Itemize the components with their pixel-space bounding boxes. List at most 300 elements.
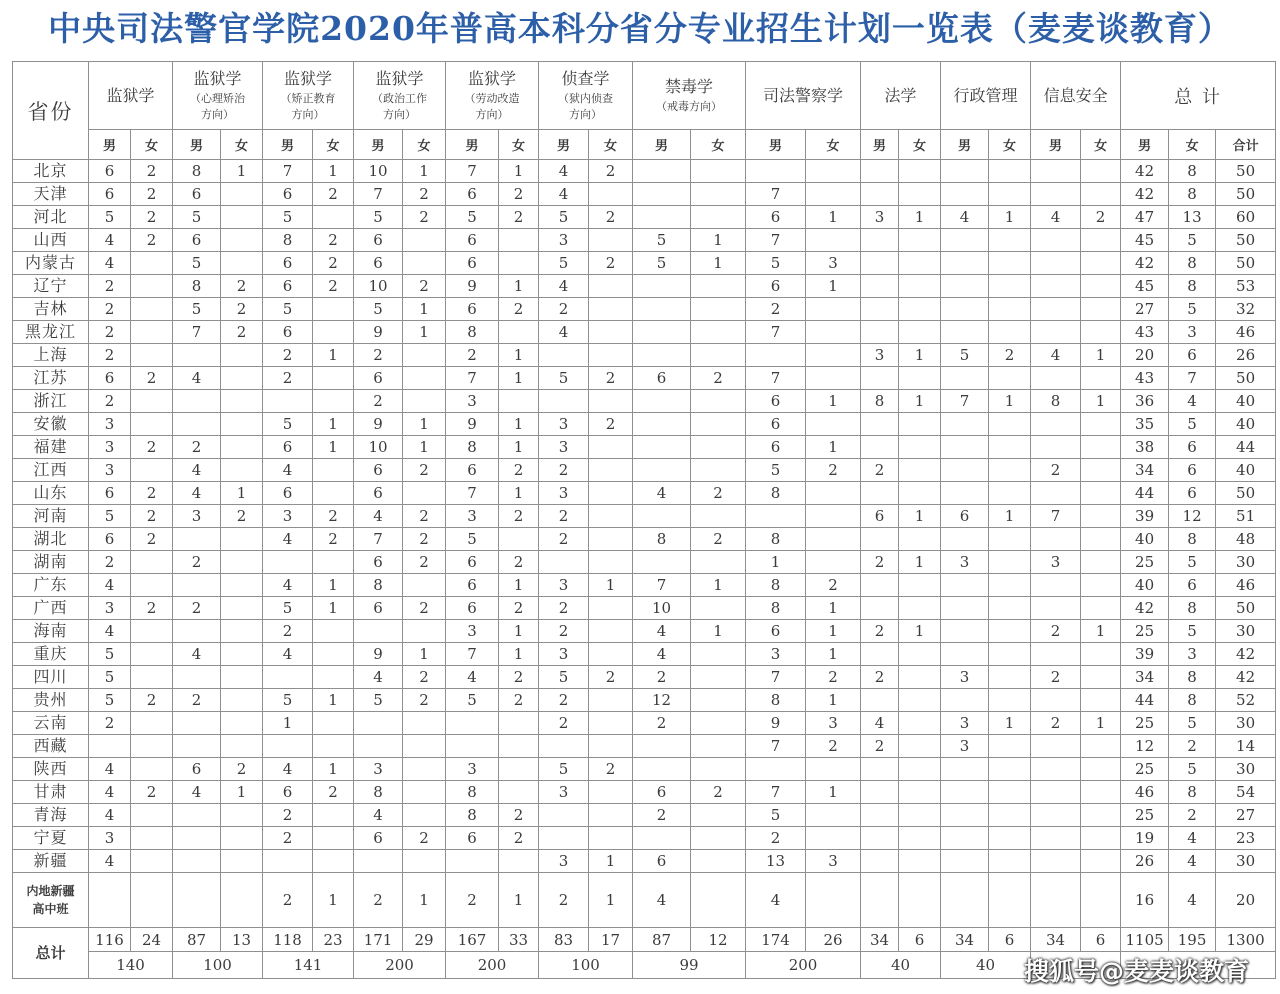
cell-total-female: 6: [1169, 436, 1216, 459]
cell-total-male: 25: [1121, 712, 1169, 735]
cell-prison-psychological-male: [173, 390, 221, 413]
cell-narcotics-male: 7: [633, 574, 691, 597]
cell-prison-political-male: 9: [354, 643, 403, 666]
cell-law-female: [899, 850, 941, 873]
table-row: [13, 551, 1276, 574]
cell-prison-labor-male: 6: [446, 183, 499, 206]
cell-judicial-police-female: 1: [806, 597, 861, 620]
cell-prison-political-male: 6: [354, 229, 403, 252]
cell-narcotics-male: [633, 505, 691, 528]
cell-investigation-male: 3: [539, 436, 589, 459]
cell-total-male: 43: [1121, 321, 1169, 344]
cell-prison-labor-female: [499, 390, 539, 413]
major-header-narcotics: [633, 62, 746, 130]
cell-prison-psychological-male: [173, 804, 221, 827]
cell-total-male: 42: [1121, 597, 1169, 620]
cell-prison-female: [131, 804, 173, 827]
cell-total-sum: 40: [1216, 390, 1276, 413]
cell-prison-labor-female: 2: [499, 551, 539, 574]
cell-judicial-police-male: [746, 758, 806, 781]
cell-total-male: 42: [1121, 252, 1169, 275]
cell-info-security-female: [1081, 597, 1121, 620]
cell-law-female: [899, 275, 941, 298]
cell-info-security-male: [1031, 528, 1081, 551]
cell-investigation-male: [539, 344, 589, 367]
cell-info-security-female: [1081, 367, 1121, 390]
cell-narcotics-male: 2: [633, 804, 691, 827]
cell-prison-corrective-male: 5: [263, 413, 313, 436]
province-cell: 新疆: [13, 850, 89, 873]
cell-investigation-female: [589, 712, 633, 735]
cell-judicial-police-male: 1: [746, 551, 806, 574]
cell-info-security-male: [1031, 298, 1081, 321]
cell-narcotics-male: 6: [633, 850, 691, 873]
cell-prison-psychological-female: [221, 643, 263, 666]
total-info-security-male: 34: [1031, 928, 1081, 952]
cell-total-male: 35: [1121, 413, 1169, 436]
cell-total-female: 8: [1169, 689, 1216, 712]
cell-narcotics-male: [633, 459, 691, 482]
major-direction: （心理矫治方向）: [190, 91, 246, 121]
cell-prison-political-female: 2: [403, 459, 446, 482]
table-row: [13, 873, 1276, 928]
cell-prison-psychological-female: [221, 206, 263, 229]
table-row: [13, 229, 1276, 252]
cell-law-male: 2: [861, 620, 899, 643]
cell-narcotics-female: [691, 459, 746, 482]
cell-total-male: 25: [1121, 620, 1169, 643]
province-cell: 山东: [13, 482, 89, 505]
cell-prison-political-male: 6: [354, 827, 403, 850]
cell-judicial-police-male: 8: [746, 482, 806, 505]
cell-prison-labor-female: 1: [499, 275, 539, 298]
province-cell: 海南: [13, 620, 89, 643]
total-total-sum: 1300: [1216, 928, 1276, 952]
cell-prison-political-male: 3: [354, 758, 403, 781]
cell-prison-labor-female: 1: [499, 160, 539, 183]
cell-narcotics-male: 5: [633, 252, 691, 275]
female-header-prison-corrective: 女: [313, 130, 354, 160]
cell-public-admin-male: [941, 804, 989, 827]
cell-prison-political-female: [403, 735, 446, 758]
cell-prison-corrective-female: 1: [313, 597, 354, 620]
cell-prison-psychological-female: [221, 712, 263, 735]
cell-judicial-police-male: [746, 160, 806, 183]
cell-investigation-male: 3: [539, 482, 589, 505]
table-row: [13, 597, 1276, 620]
cell-narcotics-male: [633, 551, 691, 574]
cell-info-security-female: [1081, 505, 1121, 528]
cell-narcotics-female: [691, 298, 746, 321]
cell-info-security-female: 1: [1081, 712, 1121, 735]
cell-judicial-police-male: 13: [746, 850, 806, 873]
cell-prison-corrective-female: 1: [313, 160, 354, 183]
cell-prison-psychological-male: 7: [173, 321, 221, 344]
cell-narcotics-male: 2: [633, 666, 691, 689]
cell-judicial-police-female: 1: [806, 275, 861, 298]
cell-prison-corrective-female: [313, 712, 354, 735]
province-cell: 广东: [13, 574, 89, 597]
table-row: [13, 827, 1276, 850]
cell-prison-corrective-female: [313, 482, 354, 505]
table-row: [13, 413, 1276, 436]
cell-investigation-male: [539, 390, 589, 413]
cell-prison-labor-male: 7: [446, 482, 499, 505]
cell-prison-political-male: 9: [354, 413, 403, 436]
cell-public-admin-female: [989, 758, 1031, 781]
province-cell: 福建: [13, 436, 89, 459]
cell-narcotics-female: [691, 551, 746, 574]
cell-total-sum: 30: [1216, 850, 1276, 873]
cell-prison-psychological-male: 3: [173, 505, 221, 528]
cell-prison-political-male: 2: [354, 390, 403, 413]
cell-prison-political-female: [403, 252, 446, 275]
cell-prison-female: [131, 344, 173, 367]
cell-law-male: 3: [861, 206, 899, 229]
table-row: [13, 620, 1276, 643]
cell-investigation-male: 2: [539, 712, 589, 735]
cell-investigation-male: 5: [539, 252, 589, 275]
cell-prison-labor-male: [446, 850, 499, 873]
cell-investigation-male: 2: [539, 528, 589, 551]
cell-prison-male: 5: [89, 689, 131, 712]
cell-prison-male: 6: [89, 160, 131, 183]
cell-prison-psychological-male: [173, 827, 221, 850]
cell-law-female: [899, 413, 941, 436]
cell-prison-psychological-male: [173, 574, 221, 597]
cell-public-admin-male: [941, 413, 989, 436]
cell-investigation-male: 5: [539, 666, 589, 689]
table-body: [13, 160, 1276, 979]
cell-law-male: [861, 528, 899, 551]
cell-investigation-female: [589, 183, 633, 206]
cell-prison-labor-female: 1: [499, 436, 539, 459]
cell-prison-corrective-male: 4: [263, 574, 313, 597]
major-name: 监狱学: [375, 68, 424, 88]
table-row: [13, 344, 1276, 367]
cell-total-male: 42: [1121, 160, 1169, 183]
cell-law-female: [899, 781, 941, 804]
cell-law-female: [899, 321, 941, 344]
cell-info-security-male: [1031, 597, 1081, 620]
cell-prison-political-male: [354, 735, 403, 758]
cell-info-security-female: [1081, 574, 1121, 597]
cell-prison-corrective-female: [313, 804, 354, 827]
cell-investigation-female: 1: [589, 850, 633, 873]
cell-total-sum: 30: [1216, 551, 1276, 574]
cell-narcotics-male: [633, 436, 691, 459]
cell-prison-political-male: 8: [354, 781, 403, 804]
cell-prison-labor-male: 3: [446, 390, 499, 413]
cell-judicial-police-male: 7: [746, 666, 806, 689]
cell-prison-corrective-female: 2: [313, 252, 354, 275]
cell-public-admin-male: [941, 252, 989, 275]
cell-investigation-male: 2: [539, 298, 589, 321]
cell-total-sum: 23: [1216, 827, 1276, 850]
cell-judicial-police-female: 3: [806, 252, 861, 275]
total-judicial-police-male: 174: [746, 928, 806, 952]
cell-narcotics-male: 12: [633, 689, 691, 712]
total-public-admin-male: 34: [941, 928, 989, 952]
cell-prison-corrective-female: [313, 321, 354, 344]
cell-narcotics-male: [633, 160, 691, 183]
combined-total-public-admin: 40: [941, 952, 1031, 979]
cell-judicial-police-female: 3: [806, 850, 861, 873]
cell-prison-political-female: 1: [403, 873, 446, 928]
cell-investigation-male: [539, 804, 589, 827]
cell-public-admin-male: [941, 689, 989, 712]
cell-narcotics-female: 2: [691, 367, 746, 390]
cell-prison-labor-female: 2: [499, 459, 539, 482]
cell-public-admin-female: 1: [989, 390, 1031, 413]
cell-prison-psychological-female: 1: [221, 482, 263, 505]
cell-prison-male: 4: [89, 781, 131, 804]
cell-prison-labor-female: 1: [499, 574, 539, 597]
cell-prison-political-male: 5: [354, 689, 403, 712]
cell-prison-psychological-female: [221, 459, 263, 482]
province-cell: 湖北: [13, 528, 89, 551]
combined-total-prison-corrective: 141: [263, 952, 354, 979]
male-header-narcotics: 男: [633, 130, 691, 160]
cell-prison-psychological-female: [221, 413, 263, 436]
cell-prison-male: 4: [89, 804, 131, 827]
cell-prison-corrective-male: 4: [263, 528, 313, 551]
cell-prison-male: 4: [89, 574, 131, 597]
cell-narcotics-female: [691, 436, 746, 459]
cell-prison-labor-female: 2: [499, 183, 539, 206]
cell-public-admin-female: [989, 367, 1031, 390]
cell-prison-corrective-female: 1: [313, 758, 354, 781]
cell-prison-corrective-female: [313, 298, 354, 321]
cell-law-female: [899, 252, 941, 275]
cell-prison-male: 3: [89, 413, 131, 436]
cell-prison-political-male: 6: [354, 597, 403, 620]
table-row: [13, 298, 1276, 321]
total-narcotics-female: 12: [691, 928, 746, 952]
total-judicial-police-female: 26: [806, 928, 861, 952]
cell-info-security-female: 2: [1081, 206, 1121, 229]
cell-total-female: 5: [1169, 620, 1216, 643]
cell-prison-psychological-male: [173, 666, 221, 689]
cell-prison-psychological-female: [221, 827, 263, 850]
cell-prison-male: 4: [89, 620, 131, 643]
cell-judicial-police-female: [806, 804, 861, 827]
cell-total-sum: 32: [1216, 298, 1276, 321]
cell-law-female: [899, 666, 941, 689]
cell-prison-labor-male: 5: [446, 206, 499, 229]
cell-public-admin-male: [941, 873, 989, 928]
cell-prison-political-male: 6: [354, 252, 403, 275]
cell-prison-female: 2: [131, 689, 173, 712]
cell-law-female: [899, 873, 941, 928]
cell-judicial-police-male: 6: [746, 275, 806, 298]
cell-law-female: [899, 482, 941, 505]
female-header-prison-political: 女: [403, 130, 446, 160]
cell-prison-labor-female: [499, 252, 539, 275]
cell-prison-psychological-male: 2: [173, 551, 221, 574]
table-row: [13, 689, 1276, 712]
cell-narcotics-female: [691, 873, 746, 928]
cell-prison-female: [131, 735, 173, 758]
cell-info-security-male: [1031, 275, 1081, 298]
cell-prison-labor-female: 1: [499, 482, 539, 505]
cell-investigation-female: [589, 781, 633, 804]
total-prison-political-male: 171: [354, 928, 403, 952]
cell-law-female: 1: [899, 551, 941, 574]
province-cell: 辽宁: [13, 275, 89, 298]
cell-prison-labor-male: 7: [446, 643, 499, 666]
cell-info-security-male: [1031, 850, 1081, 873]
cell-total-sum: 48: [1216, 528, 1276, 551]
cell-total-female: 4: [1169, 390, 1216, 413]
cell-prison-political-female: 1: [403, 413, 446, 436]
cell-info-security-male: [1031, 643, 1081, 666]
cell-judicial-police-male: 2: [746, 298, 806, 321]
cell-info-security-female: [1081, 183, 1121, 206]
cell-judicial-police-male: 5: [746, 459, 806, 482]
province-cell: 吉林: [13, 298, 89, 321]
cell-total-male: 34: [1121, 459, 1169, 482]
cell-public-admin-male: [941, 436, 989, 459]
cell-prison-psychological-female: [221, 390, 263, 413]
cell-public-admin-female: [989, 183, 1031, 206]
cell-total-male: 20: [1121, 344, 1169, 367]
cell-narcotics-female: [691, 160, 746, 183]
major-header-info-security: [1031, 62, 1121, 130]
cell-prison-political-female: [403, 367, 446, 390]
province-cell: 青海: [13, 804, 89, 827]
cell-prison-corrective-male: 2: [263, 344, 313, 367]
cell-prison-psychological-female: [221, 528, 263, 551]
male-header-investigation: 男: [539, 130, 589, 160]
cell-prison-corrective-female: [313, 551, 354, 574]
cell-prison-corrective-female: [313, 367, 354, 390]
cell-prison-political-male: 4: [354, 505, 403, 528]
cell-investigation-female: [589, 321, 633, 344]
cell-prison-labor-female: 1: [499, 367, 539, 390]
cell-info-security-male: 3: [1031, 551, 1081, 574]
cell-prison-political-female: [403, 712, 446, 735]
cell-prison-psychological-male: [173, 873, 221, 928]
cell-narcotics-female: [691, 597, 746, 620]
cell-info-security-male: [1031, 413, 1081, 436]
cell-info-security-male: 2: [1031, 459, 1081, 482]
cell-investigation-male: 4: [539, 321, 589, 344]
cell-narcotics-female: [691, 712, 746, 735]
cell-judicial-police-male: 6: [746, 413, 806, 436]
cell-public-admin-female: 2: [989, 344, 1031, 367]
cell-narcotics-male: 4: [633, 643, 691, 666]
cell-prison-psychological-male: [173, 528, 221, 551]
cell-prison-political-male: 10: [354, 275, 403, 298]
cell-prison-corrective-male: 5: [263, 206, 313, 229]
cell-prison-female: 2: [131, 367, 173, 390]
cell-investigation-male: 5: [539, 367, 589, 390]
cell-prison-corrective-female: 2: [313, 183, 354, 206]
cell-prison-psychological-female: 2: [221, 321, 263, 344]
province-cell: 四川: [13, 666, 89, 689]
cell-prison-labor-male: 6: [446, 597, 499, 620]
enrollment-plan-table: [12, 61, 1276, 979]
cell-narcotics-female: 1: [691, 229, 746, 252]
cell-info-security-female: [1081, 735, 1121, 758]
cell-judicial-police-female: [806, 551, 861, 574]
cell-prison-corrective-male: 6: [263, 183, 313, 206]
cell-prison-political-female: [403, 758, 446, 781]
cell-prison-female: 2: [131, 160, 173, 183]
cell-judicial-police-female: 1: [806, 436, 861, 459]
cell-prison-psychological-female: 2: [221, 505, 263, 528]
cell-prison-female: 2: [131, 482, 173, 505]
cell-prison-labor-female: 1: [499, 413, 539, 436]
major-header-prison: [89, 62, 173, 130]
cell-prison-corrective-male: 5: [263, 689, 313, 712]
cell-prison-corrective-female: 1: [313, 873, 354, 928]
cell-law-female: [899, 712, 941, 735]
cell-prison-male: 3: [89, 597, 131, 620]
cell-info-security-female: [1081, 873, 1121, 928]
male-header-prison-corrective: 男: [263, 130, 313, 160]
cell-narcotics-female: 2: [691, 528, 746, 551]
total-investigation-female: 17: [589, 928, 633, 952]
cell-prison-psychological-male: [173, 850, 221, 873]
total-prison-labor-male: 167: [446, 928, 499, 952]
cell-public-admin-female: [989, 574, 1031, 597]
cell-narcotics-male: [633, 413, 691, 436]
cell-prison-labor-female: [499, 229, 539, 252]
cell-prison-corrective-male: 6: [263, 275, 313, 298]
cell-prison-male: 2: [89, 551, 131, 574]
cell-prison-corrective-male: 6: [263, 252, 313, 275]
cell-judicial-police-female: 1: [806, 206, 861, 229]
cell-judicial-police-female: 2: [806, 459, 861, 482]
cell-narcotics-female: [691, 206, 746, 229]
total-header: 总 计: [1121, 62, 1276, 130]
cell-judicial-police-male: 7: [746, 321, 806, 344]
cell-investigation-female: [589, 597, 633, 620]
table-row: [13, 735, 1276, 758]
major-header-law: [861, 62, 941, 130]
cell-prison-psychological-male: 4: [173, 459, 221, 482]
province-cell: 贵州: [13, 689, 89, 712]
table-row: [13, 758, 1276, 781]
cell-public-admin-female: [989, 804, 1031, 827]
cell-investigation-male: 3: [539, 781, 589, 804]
cell-info-security-male: [1031, 873, 1081, 928]
province-cell: 甘肃: [13, 781, 89, 804]
cell-prison-psychological-male: 2: [173, 597, 221, 620]
cell-public-admin-female: [989, 298, 1031, 321]
cell-public-admin-female: [989, 160, 1031, 183]
male-header-prison-political: 男: [354, 130, 403, 160]
cell-judicial-police-female: 1: [806, 643, 861, 666]
cell-investigation-female: [589, 459, 633, 482]
cell-prison-corrective-female: 2: [313, 781, 354, 804]
cell-info-security-female: [1081, 298, 1121, 321]
cell-prison-female: [131, 459, 173, 482]
cell-judicial-police-male: [746, 344, 806, 367]
female-header-total: 女: [1169, 130, 1216, 160]
cell-law-male: [861, 643, 899, 666]
cell-prison-psychological-female: [221, 689, 263, 712]
cell-prison-labor-male: 2: [446, 873, 499, 928]
cell-prison-political-female: 2: [403, 597, 446, 620]
cell-prison-political-male: 2: [354, 873, 403, 928]
major-name: 法学: [884, 85, 917, 105]
cell-total-female: 4: [1169, 873, 1216, 928]
cell-public-admin-female: [989, 620, 1031, 643]
cell-prison-female: [131, 666, 173, 689]
